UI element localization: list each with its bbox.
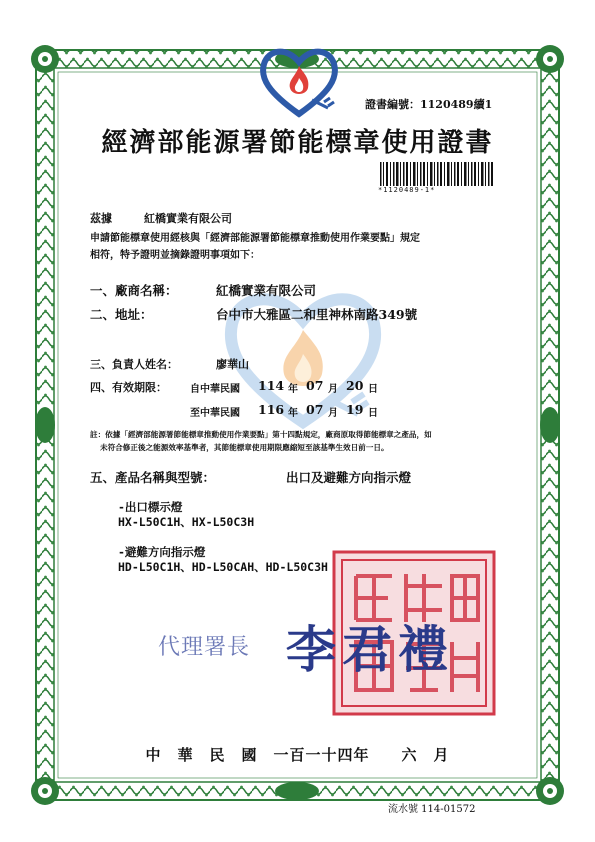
product-group-2-title: -避難方向指示燈 <box>118 545 206 559</box>
intro-line-3: 相符，特予證明並摘錄證明事項如下： <box>90 250 260 261</box>
product-group-1-models: HX-L50C1H、HX-L50C3H <box>118 515 255 529</box>
validity-to-month-char: 月 <box>328 408 338 419</box>
intro-line-2: 申請節能標章使用經核與「經濟部能源署節能標章推動使用作業要點」規定 <box>90 233 420 244</box>
validity-to-day: 19 <box>346 402 364 417</box>
intro-company: 紅橋實業有限公司 <box>144 212 232 225</box>
serial-number: 流水號 114-01572 <box>388 804 476 815</box>
address-value: 台中市大雅區二和里神林南路349號 <box>216 307 418 322</box>
owner-value: 廖華山 <box>216 358 249 371</box>
certificate-title: 經濟部能源署節能標章使用證書 <box>101 128 494 158</box>
validity-from-day: 20 <box>346 378 364 393</box>
certificate-number: 證書編號：1120489續1 <box>365 98 493 111</box>
issue-date: 中 華 民 國 一百一十四年 六 月 <box>145 746 450 764</box>
signature-name: 李君禮 <box>286 620 454 679</box>
validity-to-year: 116 <box>258 402 285 417</box>
validity-label: 四、有效期限： <box>90 381 167 394</box>
product-group-2-models: HD-L50C1H、HD-L50CAH、HD-L50C3H <box>118 560 328 574</box>
manufacturer-value: 紅橋實業有限公司 <box>216 283 317 298</box>
validity-to-prefix: 至中華民國 <box>190 408 240 419</box>
validity-to-year-char: 年 <box>288 408 298 419</box>
manufacturer-label: 一、廠商名稱： <box>90 283 178 298</box>
validity-from-month-char: 月 <box>328 384 338 395</box>
note-line-1: 註：依據「經濟部能源署節能標章推動使用作業要點」第十四點規定，廠商原取得節能標章之產品，如 <box>90 430 432 439</box>
signature-title: 代理署長 <box>158 635 251 660</box>
validity-to-month: 07 <box>306 402 324 417</box>
validity-from-prefix: 自中華民國 <box>190 384 240 395</box>
products-label: 五、產品名稱與型號： <box>90 470 216 485</box>
products-value: 出口及避難方向指示燈 <box>286 470 412 485</box>
energy-label-heart-plug-icon <box>258 44 340 118</box>
intro-prefix: 茲據 <box>90 212 112 225</box>
validity-from-month: 07 <box>306 378 324 393</box>
owner-label: 三、負責人姓名： <box>90 358 178 371</box>
validity-to-day-char: 日 <box>368 408 378 419</box>
product-group-1-title: -出口標示燈 <box>118 500 183 514</box>
validity-from-year: 114 <box>258 378 285 393</box>
validity-from-day-char: 日 <box>368 384 378 395</box>
validity-from-year-char: 年 <box>288 384 298 395</box>
address-label: 二、地址： <box>90 307 153 322</box>
barcode <box>380 162 495 186</box>
note-line-2: 未符合修正後之能源效率基準者，其節能標章使用期限應縮短至該基準生效日前一日。 <box>100 443 389 452</box>
barcode-text: *1120489-1* <box>378 186 436 194</box>
